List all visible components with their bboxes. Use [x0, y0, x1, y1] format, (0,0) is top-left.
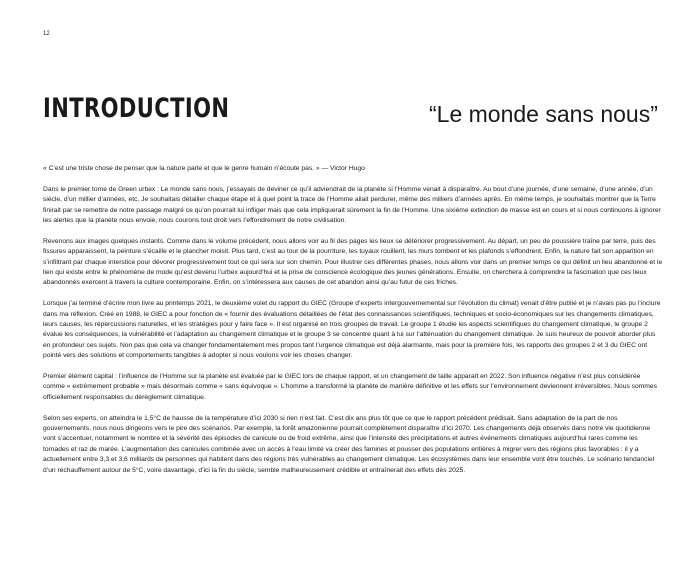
title-quote: “Le monde sans nous” — [429, 101, 658, 127]
page-number: 12 — [43, 31, 50, 37]
paragraph-3: Lorsque j’ai terminé d’écrire mon livre au printemps 2021, le deuxième volet du rapport du GIEC (Groupe d’experts intergouvernemental sur l’évolution du climat) venait d’être publié et je n’avais pas pu l’inclure dans ma réflexion. Créé en 1988, le GIEC a pour fonction de « fournir des évaluations détaillées de l’état des connaissances scientifiques, techniques et socio-économiques sur les changements climatiques, leurs causes, les répercussions naturelles, et les stratégies pour y faire face ». Il est organisé en trois groupes de travail. Le groupe 1 étudie les aspects scientifiques du changement climatique, le groupe 2 évalue les conséquences, la vulnérabilité et l’adaptation au changement climatique et le groupe 3 se concentre quant à lui sur l’atténuation du changement climatique. Je suis heureux de pouvoir aborder plus en profondeur ces sujets. Non pas que cela va changer fondamentalement mes propos tant l’urgence climatique est déjà alarmante, mais pour la première fois, les rapports des groupes 2 et 3 du GIEC ont pointé vers des solutions et comportements tangibles à adopter si nous voulons voir les choses changer. — [43, 300, 661, 360]
page-title: INTRODUCTION — [43, 93, 230, 124]
paragraph-1: Dans le premier tome de Green urbex : Le monde sans nous, j’essayais de deviner ce qu’il adviendrait de la planète si l’Homme venait à disparaître. Au bout d’une journée, d’une semaine, d’une année, d’un siècle, d’un millier d’années, etc. Je souhaitais détailler chaque étape et à quel point la trace de l’Homme allait perdurer, même des milliers d’années après. En même temps, je souhaitais montrer que la Terre finirait par se remettre de notre passage malgré ce qu’on pourrait lui infliger mais que cela impliquerait sûrement la fin de l’Homme. Une sixième extinction de masse est en cours et si nous continuons à ignorer les alertes que la planète nous envoie, nous courons tout droit vers l’effondrement de notre civilisation. — [43, 185, 661, 225]
paragraph-5: Selon ses experts, on atteindra le 1,5°C de hausse de la température d’ici 2030 si rien n’est fait. C’est dix ans plus tôt que ce que le rapport précédent prédisait. Sans adaptation de la part de nos gouvernements, nous nous dirigeons vers le pire des scénarios. Par exemple, la forêt amazonienne pourrait complètement disparaître d’ici 2070. Les changements déjà observés dans notre vie quotidienne vont s’accentuer, notamment le nombre et la sévérité des épisodes de canicule ou de froid extrême, ainsi que l’intensité des précipitations et autres événements climatiques aujourd’hui rares comme les tornades et raz de marée. L’augmentation des canicules combinée avec un accès à l’eau limité va créer des famines et pousser des populations entières à migrer vers des régions plus favorables : il y a actuellement entre 3,3 et 3,6 milliards de personnes qui habitent dans des régions très vulnérables au changement climatique. Les écosystèmes dans leur ensemble vont être touchés. Le scénario tendanciel d’un réchauffement autour de 5°C, voire davantage, d’ici la fin du siècle, semble malheureusement crédible et entraînerait des effets dès 2025. — [43, 414, 655, 474]
epigraph: « C’est une triste chose de penser que la nature parle et que le genre humain n’écoute pas. » — Victor Hugo — [43, 165, 365, 172]
paragraph-4: Premier élément capital : l’influence de l’Homme sur la planète est évaluée par le GIEC lors de chaque rapport, et un changement de taille apparaît en 2022. Son influence négative n’est plus considérée comme « extrêmement probable » mais désormais comme « sans équivoque ». L’homme a transformé la planète de manière définitive et les effets sur l’environnement deviennent irréversibles. Nous sommes officiellement responsables du dérèglement climatique. — [43, 373, 657, 401]
body-text — [43, 164, 663, 487]
paragraph-2: Revenons aux images quelques instants. Comme dans le volume précédent, nous allons voir au fil des pages les lieux se détériorer progressivement. Au départ, un peu de poussière traîne par terre, puis des fissures apparaissent, la peinture s’écaille et le plancher moisit. Plus tard, c’est au tour de la pourriture, les tuyaux rouillent, les murs tombent et les plafonds s’effondrent. Enfin, la nature fait son apparition en s’infiltrant par chaque interstice pour dévorer progressivement tout ce qui sera sur son chemin. Pour illustrer ces différentes phases, nous allons voir dans un premier temps ce qui définit un lieu abandonné et le lien qui existe entre le phénomène de mode qu’est devenu l’urbex aujourd’hui et la prise de conscience écologique des jeunes générations. Ensuite, on cherchera à comprendre la fascination que ces lieux abandonnés exercent à travers la culture contemporaine. Enfin, on s’intéressera aux causes de cet abandon ainsi qu’au futur de ces friches. — [43, 237, 663, 287]
